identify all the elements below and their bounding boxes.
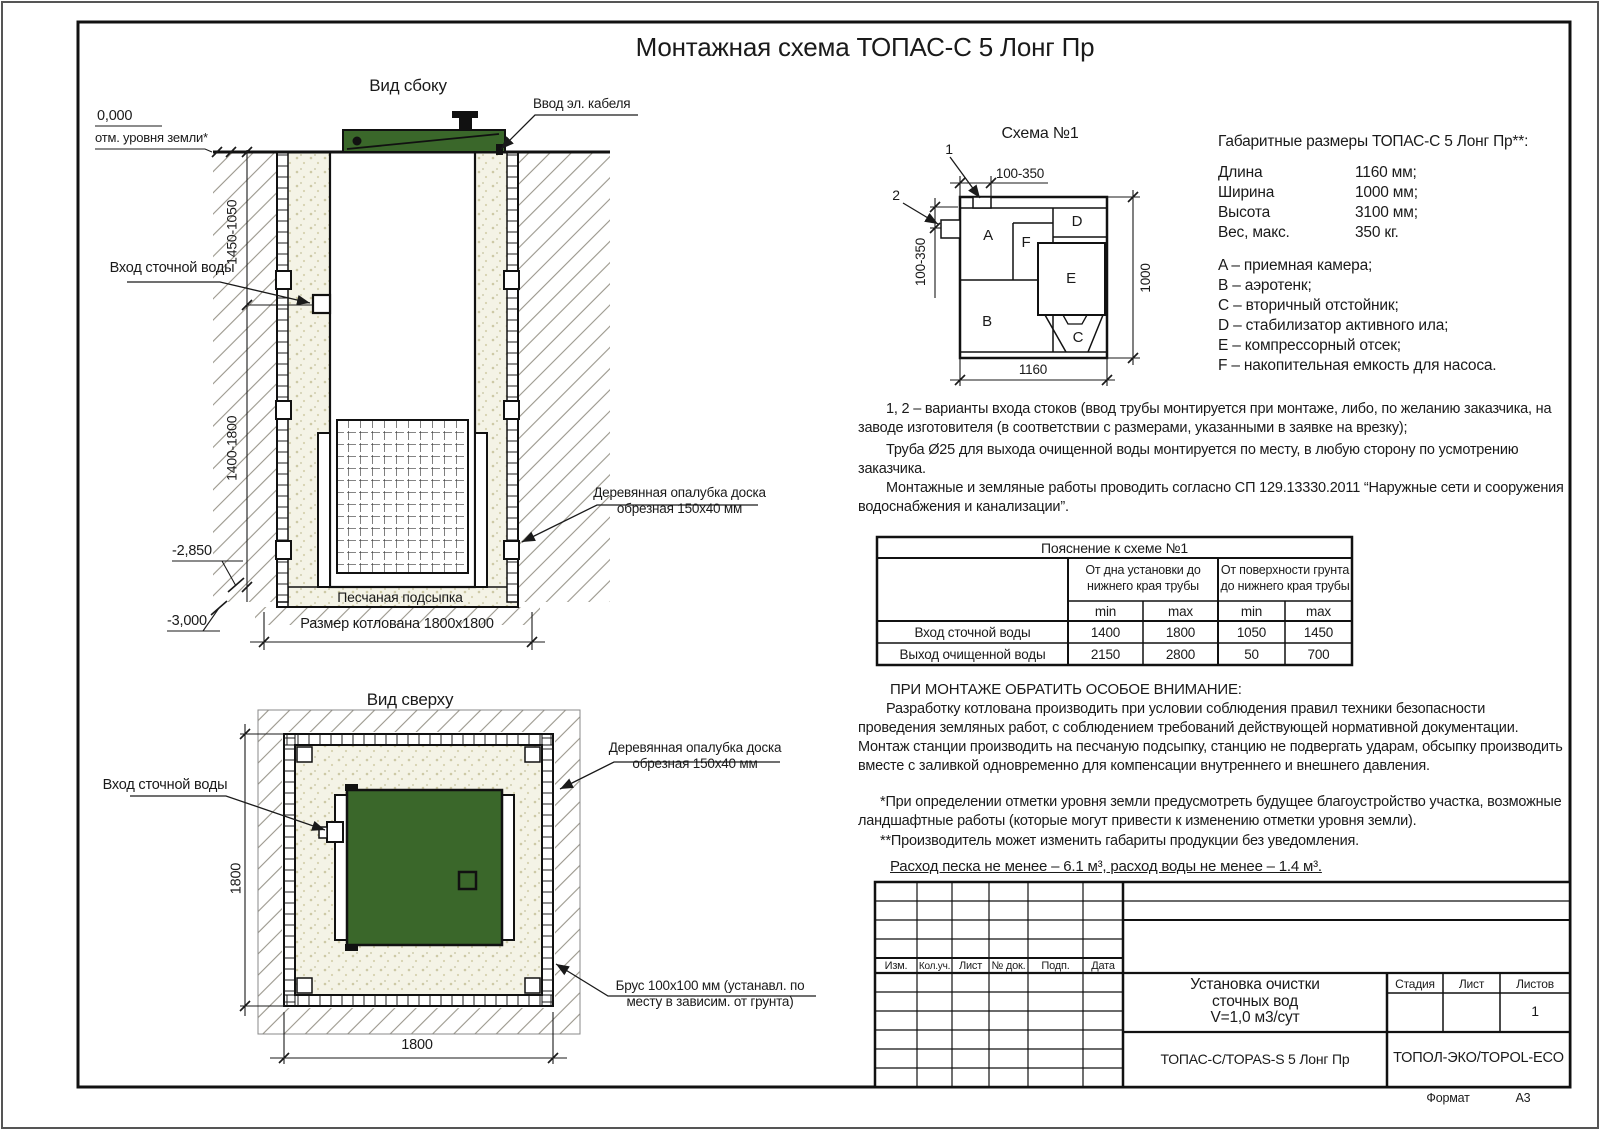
table-row-label: Вход сточной воды [914,625,1031,640]
stamp-col-koluch: Кол.уч. [918,961,951,972]
stamp-col-list: Лист [958,960,983,972]
stamp-col-data: Дата [1091,960,1115,972]
note-sp-standard: Монтажные и земляные работы проводить согласно СП 129.13330.2011 “Наружные сети и сооружения водоснабжения и канализации”. [858,480,1564,515]
ground-level-label: отм. уровня земли* [95,130,208,145]
stamp-company-name: ТОПОЛ-ЭКО/TOPOL-ECO [1393,1050,1564,1066]
dim-depth-upper: 1450-1050 [223,199,240,265]
stamp-col-izm: Изм. [884,960,908,972]
top-view-title: Вид сверху [366,690,454,709]
legend-item-c: C – вторичный отстойник; [1218,297,1399,314]
footnote-ground-level: *При определении отметки уровня земли предусмотреть будущее благоустройство участка, возможные ландшафтные работы (которые могут привести к изменению отметки уровня земли). [858,794,1562,829]
stamp-col-ndok: № док. [991,960,1026,972]
table-cell: 2150 [1090,647,1121,662]
table-min-1: min [1094,604,1117,619]
note-outlet-pipe: Труба Ø25 для выхода очищенной воды монтируется по месту, в любую сторону по усмотрению заказчика. [858,442,1519,477]
spec-label-weight: Вес, макс. [1218,224,1290,241]
beam-label: Брус 100x100 мм (устанавл. по месту в зависим. от грунта) [615,978,805,1009]
schema-mark-2: 2 [892,187,900,203]
compartment-c: C [1072,329,1084,346]
spec-value-height: 3100 мм; [1355,204,1418,221]
stamp-doc-line1: Установка очистки [1190,976,1320,993]
table-cell: 1050 [1236,625,1267,640]
zero-elevation-label: 0,000 [97,108,133,124]
table-cell: 1400 [1090,625,1121,640]
top-inlet-label: Вход сточной воды [102,777,228,793]
pit-size-label: Размер котлована 1800x1800 [300,616,494,632]
top-dim-bottom: 1800 [401,1037,433,1053]
page-title: Монтажная схема ТОПАС-С 5 Лонг Пр [635,32,1095,62]
compartment-a: A [983,227,993,244]
stamp-sheet-label: Лист [1458,977,1485,991]
compartment-e: E [1066,270,1076,287]
spec-value-length: 1160 мм; [1355,164,1417,181]
legend-item-a: A – приемная камера; [1218,257,1373,274]
stamp-product-name: ТОПАС-С/TOPAS-S 5 Лонг Пр [1160,1051,1350,1067]
compartment-d: D [1071,213,1083,230]
consumption-note: Расход песка не менее – 6.1 м³, расход воды не менее – 1.4 м³. [890,858,1322,875]
stamp-doc-line2: сточных вод [1212,993,1298,1010]
stamp-stage-label: Стадия [1395,977,1435,991]
schema-mark-1: 1 [945,141,953,157]
legend-item-f: F – накопительная емкость для насоса. [1218,357,1497,374]
dim-depth-lower: 1400-1800 [223,415,240,481]
table-colgroup-1: От дна установки до нижнего края трубы [1085,563,1201,593]
legend-item-e: E – компрессорный отсек; [1218,337,1401,354]
compartment-b: B [982,313,992,330]
spec-label-height: Высота [1218,204,1271,221]
compartment-f: F [1021,234,1031,251]
schema-dim-right: 1000 [1138,263,1154,293]
side-inlet-label: Вход сточной воды [109,260,235,276]
legend-item-b: B – аэротенк; [1218,277,1312,294]
top-dim-side: 1800 [228,862,245,895]
spec-value-width: 1000 мм; [1355,184,1418,201]
attention-body: Разработку котлована производить при условии соблюдения правил техники безопасности проведения земляных работ, с соблюдением требований действующей нормативной документации. Монтаж станции производить на песчаную подсыпку, станцию не подвергать ударам, обсыпку производить вместе с заливкой одновременно для компенсации внутреннего и внешнего давления. [858,701,1563,774]
format-value: А3 [1515,1091,1531,1105]
table-min-2: min [1240,604,1263,619]
table-title: Пояснение к схеме №1 [1041,540,1188,556]
spec-label-width: Ширина [1218,184,1275,201]
schema-dim-top: 100-350 [995,166,1045,181]
format-label: Формат [1426,1091,1470,1105]
spec-label-length: Длина [1218,164,1263,181]
schema-dim-bottom: 1160 [1018,362,1048,377]
table-cell: 1450 [1303,625,1334,640]
side-view-title: Вид сбоку [369,76,447,95]
table-max-2: max [1306,604,1331,619]
table-cell: 50 [1244,647,1259,662]
stamp-sheets-value: 1 [1531,1003,1539,1019]
cable-entry-label: Ввод эл. кабеля [533,96,631,111]
stamp-sheets-label: Листов [1516,977,1554,991]
schema-title: Схема №1 [1001,125,1079,142]
top-view-drawing [258,710,580,1034]
table-cell: 1800 [1165,625,1196,640]
stamp-col-podp: Подп. [1041,960,1070,972]
table-colgroup-2: От поверхности грунта до нижнего края трубы [1220,563,1350,593]
legend-item-d: D – стабилизатор активного ила; [1218,317,1449,334]
side-formwork-label: Деревянная опалубка доска обрезная 150x40 мм [593,485,766,516]
specs-heading: Габаритные размеры ТОПАС-С 5 Лонг Пр**: [1218,133,1529,150]
side-view-drawing [213,111,610,625]
table-row-label: Выход очищенной воды [899,647,1046,662]
spec-value-weight: 350 кг. [1355,224,1399,241]
top-formwork-label: Деревянная опалубка доска обрезная 150x40 мм [608,740,782,771]
table-max-1: max [1168,604,1193,619]
level-3000-label: -3,000 [167,613,207,629]
footnote-manufacturer: **Производитель может изменить габариты продукции без уведомления. [880,833,1359,849]
attention-heading: ПРИ МОНТАЖЕ ОБРАТИТЬ ОСОБОЕ ВНИМАНИЕ: [890,681,1242,698]
schema-dim-left: 100-350 [913,237,929,287]
stamp-doc-line3: V=1,0 м3/сут [1210,1009,1300,1026]
note-inlet-variants: 1, 2 – варианты входа стоков (ввод трубы монтируется при монтаже, либо, по желанию заказчика, на заводе изготовителя (в соответствии с размерами, указанными в заявке на врезку); [858,401,1552,436]
table-cell: 700 [1307,647,1330,662]
sand-bed-label: Песчаная подсыпка [337,589,463,605]
level-2850-label: -2,850 [172,543,212,559]
table-cell: 2800 [1165,647,1196,662]
